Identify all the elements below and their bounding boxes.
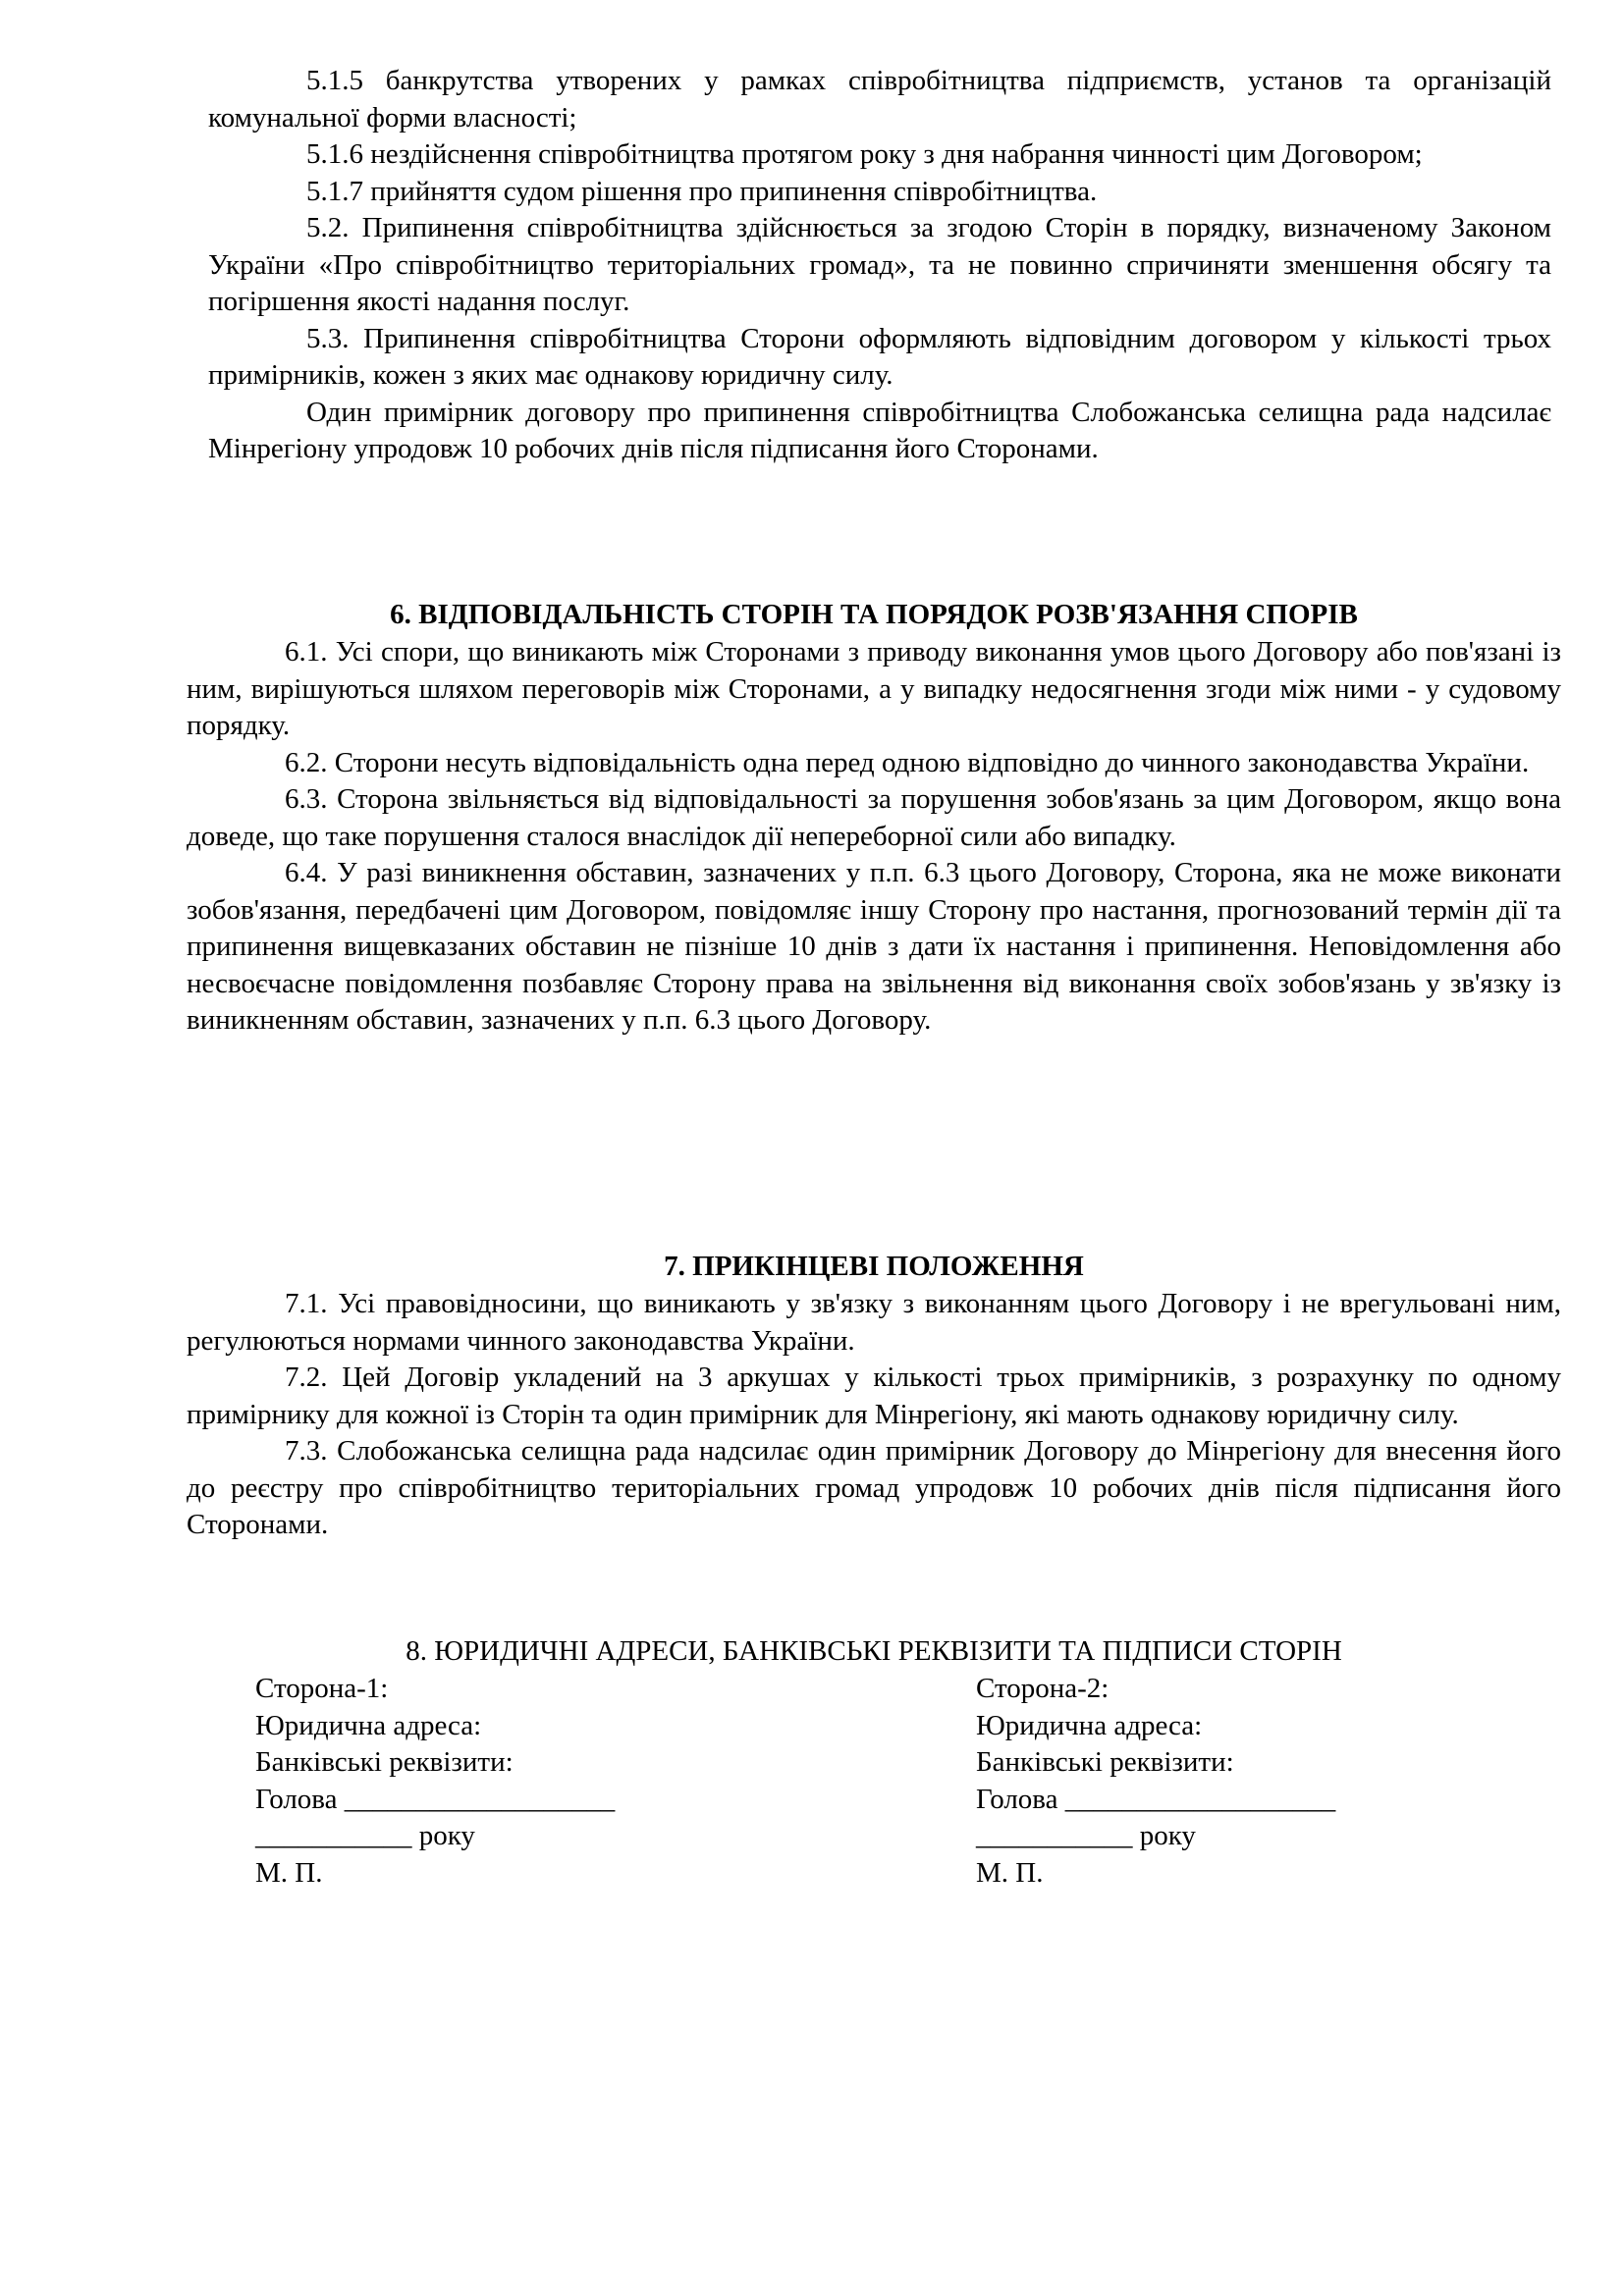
clause-5-1-6: 5.1.6 нездійснення співробітництва протягом року з дня набрання чинності цим Договором;	[306, 138, 1423, 170]
clause-5-3-note: Один примірник договору про припинення співробітництва Слобожанська селищна рада надсилає Мінрегіону упродовж 10 робочих днів після підписання його Сторонами.	[208, 396, 1551, 464]
section6-body	[187, 634, 1561, 1040]
clause-6-1: 6.1. Усі спори, що виникають між Сторонами з приводу виконання умов цього Договору або пов'язані із ним, вирішуються шляхом переговорів між Сторонами, а у випадку недосягнення згоди між ними - у судовому порядку.	[187, 636, 1561, 741]
section7-body	[187, 1286, 1561, 1544]
party1-signature-block	[255, 1671, 727, 1892]
party2-signature-block	[976, 1671, 1447, 1892]
clause-6-4: 6.4. У разі виникнення обставин, зазначених у п.п. 6.3 цього Договору, Сторона, яка не може виконати зобов'язання, передбачені цим Договором, повідомляє іншу Сторону про настання, прогнозований термін дії та припинення вищевказаних обставин не пізніше 10 днів з дати їх настання і припинення. Неповідомлення або несвоєчасне повідомлення позбавляє Сторону права на звільнення від виконання своїх зобов'язань у зв'язку із виникненням обставин, зазначених у п.п. 6.3 цього Договору.	[187, 857, 1561, 1036]
party2-head: Голова ___________________	[976, 1783, 1336, 1815]
clause-5-3: 5.3. Припинення співробітництва Сторони оформляють відповідним договором у кількості трьох примірників, кожен з яких має однакову юридичну силу.	[208, 322, 1551, 391]
section7-heading: 7. ПРИКІНЦЕВІ ПОЛОЖЕННЯ	[664, 1251, 1084, 1282]
party1-seal: М. П.	[255, 1856, 323, 1889]
party2-address: Юридична адреса:	[976, 1709, 1203, 1741]
party2-seal: М. П.	[976, 1856, 1044, 1889]
clause-5-1-5: 5.1.5 банкрутства утворених у рамках співробітництва підприємств, установ та організацій комунальної форми власності;	[208, 65, 1551, 133]
section6-heading: 6. ВІДПОВІДАЛЬНІСТЬ СТОРІН ТА ПОРЯДОК РОЗВ'ЯЗАННЯ СПОРІВ	[390, 599, 1358, 630]
party1-bank: Банківські реквізити:	[255, 1746, 514, 1778]
party1-name: Сторона-1:	[255, 1673, 389, 1704]
clause-7-1: 7.1. Усі правовідносини, що виникають у зв'язку з виконанням цього Договору і не врегульовані ним, регулюються нормами чинного законодавства України.	[187, 1288, 1561, 1357]
party2-date: ___________ року	[976, 1820, 1196, 1851]
party1-head: Голова ___________________	[255, 1783, 616, 1815]
section8-heading: 8. ЮРИДИЧНІ АДРЕСИ, БАНКІВСЬКІ РЕКВІЗИТИ ТА ПІДПИСИ СТОРІН	[406, 1635, 1342, 1667]
clause-6-3: 6.3. Сторона звільняється від відповідальності за порушення зобов'язань за цим Договором, якщо вона доведе, що таке порушення сталося внаслідок дії непереборної сили або випадку.	[187, 783, 1561, 852]
party2-bank: Банківські реквізити:	[976, 1746, 1234, 1778]
party1-address: Юридична адреса:	[255, 1709, 482, 1741]
clause-5-1-7: 5.1.7 прийняття судом рішення про припинення співробітництва.	[306, 175, 1098, 207]
clause-5-2: 5.2. Припинення співробітництва здійснюється за згодою Сторін в порядку, визначеному Законом України «Про співробітництво територіальних громад», та не повинно спричиняти зменшення обсягу та погіршення якості надання послуг.	[208, 212, 1551, 317]
party1-date: ___________ року	[255, 1820, 475, 1851]
clause-7-3: 7.3. Слобожанська селищна рада надсилає один примірник Договору до Мінрегіону для внесення його до реєстру про співробітництво територіальних громад упродовж 10 робочих днів після підписання його Сторонами.	[187, 1435, 1561, 1540]
party2-name: Сторона-2:	[976, 1673, 1110, 1704]
section5-continuation	[208, 63, 1551, 468]
clause-7-2: 7.2. Цей Договір укладений на 3 аркушах у кількості трьох примірників, з розрахунку по одному примірнику для кожної із Сторін та один примірник для Мінрегіону, які мають однакову юридичну силу.	[187, 1362, 1561, 1430]
clause-6-2: 6.2. Сторони несуть відповідальність одна перед одною відповідно до чинного законодавства України.	[285, 746, 1530, 778]
